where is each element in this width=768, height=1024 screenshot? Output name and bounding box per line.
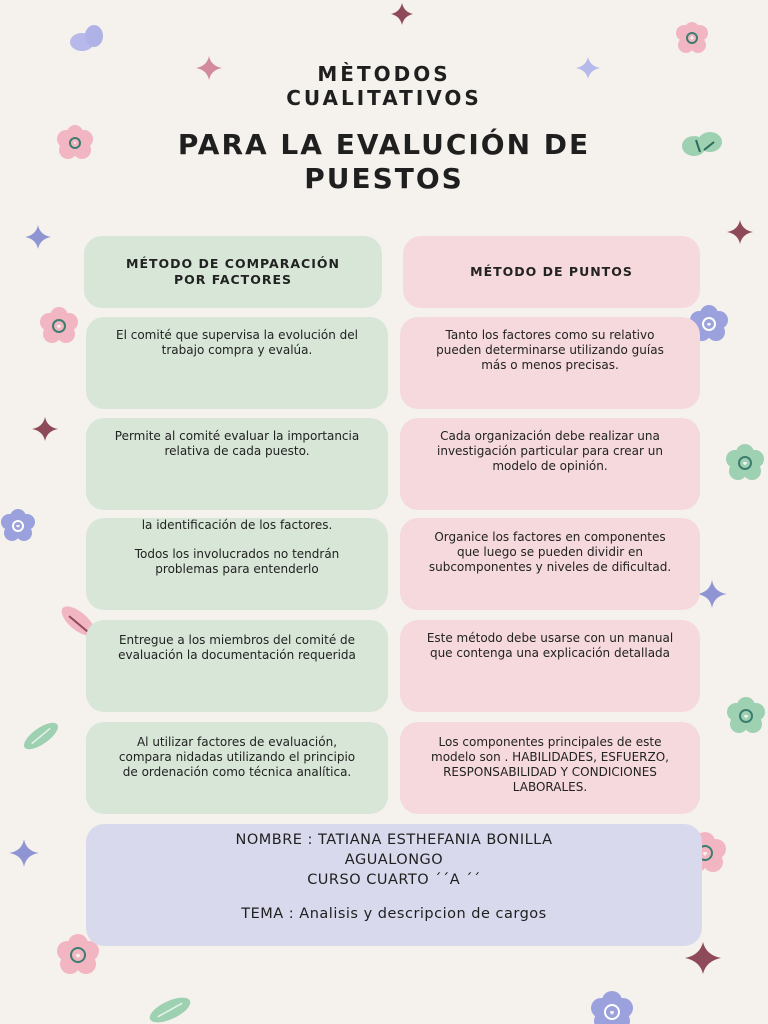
right-column-header: MÉTODO DE PUNTOS <box>403 236 700 308</box>
flower-icon <box>726 444 764 480</box>
topic-label: TEMA : Analisis y descripcion de cargos <box>241 906 547 922</box>
left-card-4: Entregue a los miembros del comité de evaluación la documentación requerida <box>86 620 388 712</box>
student-info-box <box>86 824 702 946</box>
left-card-3: la identificación de los factores. Todos los involucrados no tendrán problemas para entenderlo <box>86 518 388 610</box>
student-name: NOMBRE : TATIANA ESTHEFANIA BONILLA AGUALONGO <box>235 832 553 868</box>
right-card-3: Organice los factores en componentes que luego se pueden dividir en subcomponentes y niveles de dificultad. <box>400 518 700 610</box>
flower-icon <box>1 509 35 541</box>
course-label: CURSO CUARTO ´´A ´´ <box>307 872 481 888</box>
right-card-5: Los componentes principales de este modelo son . HABILIDADES, ESFUERZO, RESPONSABILIDAD Y CONDICIONES LABORALES. <box>400 722 700 814</box>
right-card-2: Cada organización debe realizar una investigación particular para crear un modelo de opinión. <box>400 418 700 510</box>
sparkle-star-icon <box>727 220 753 244</box>
main-title: PARA LA EVALUCIÓN DE PUESTOS <box>177 128 591 195</box>
left-card-5: Al utilizar factores de evaluación, compara nidadas utilizando el principio de ordenación como técnica analítica. <box>86 722 388 814</box>
left-column-header: MÉTODO DE COMPARACIÓN POR FACTORES <box>84 236 382 308</box>
sparkle-star-icon <box>685 942 721 974</box>
sparkle-star-icon <box>697 580 727 608</box>
leaf-icon <box>146 993 193 1024</box>
sparkle-star-icon <box>32 417 58 441</box>
sparkle-star-icon <box>9 839 39 867</box>
right-card-4: Este método debe usarse con un manual que contenga una explicación detallada <box>400 620 700 712</box>
flower-icon <box>40 307 78 343</box>
sparkle-star-icon <box>391 3 413 25</box>
subtitle-heading: MÈTODOS CUALITATIVOS <box>286 62 482 110</box>
sparkle-star-icon <box>25 225 51 249</box>
left-card-2: Permite al comité evaluar la importancia relativa de cada puesto. <box>86 418 388 510</box>
flower-icon <box>591 991 633 1024</box>
right-card-1: Tanto los factores como su relativo pueden determinarse utilizando guías más o menos precisas. <box>400 317 700 409</box>
flower-icon <box>727 697 765 733</box>
petal-icon <box>70 25 103 51</box>
left-card-1: El comité que supervisa la evolución del trabajo compra y evalúa. <box>86 317 388 409</box>
leaf-icon <box>20 718 62 754</box>
flower-icon <box>676 22 708 53</box>
